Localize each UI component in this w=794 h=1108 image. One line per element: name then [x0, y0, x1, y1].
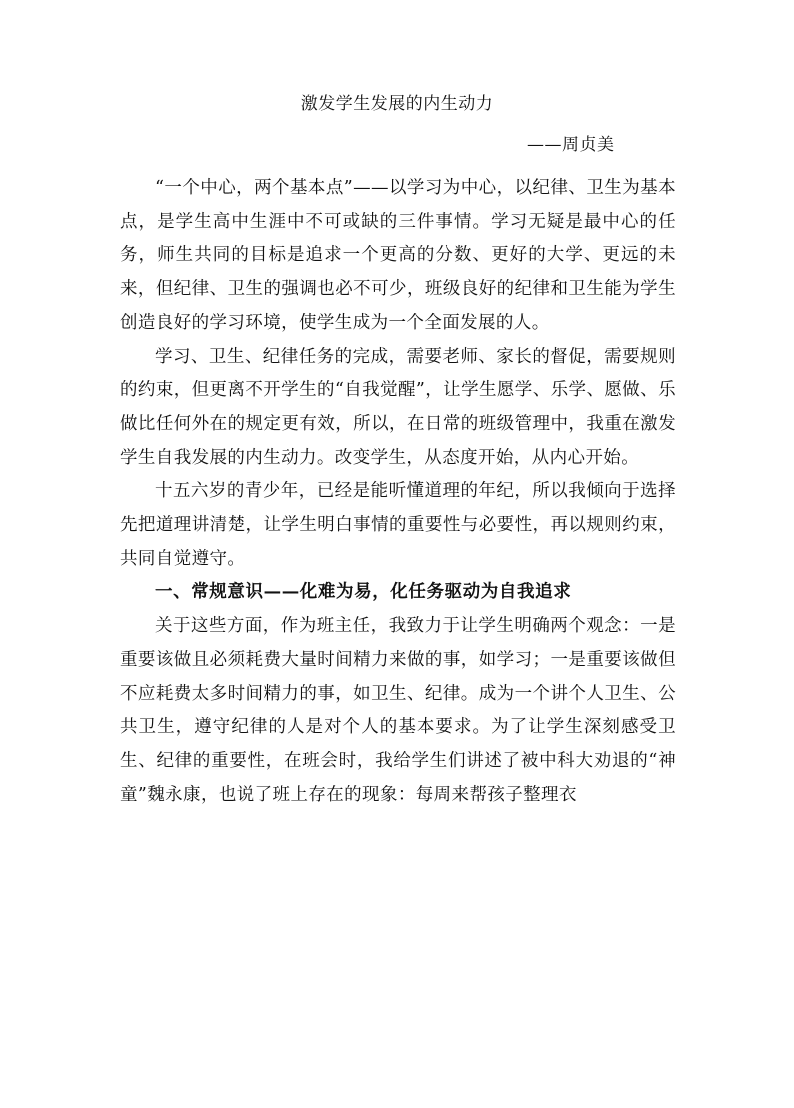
paragraph-self-awakening: 学习、卫生、纪律任务的完成，需要老师、家长的督促，需要规则的约束，但更离不开学生的“自我觉醒”，让学生愿学、乐学、愿做、乐做比任何外在的规定更有效，所以，在日常的班级管理中，我重在激发学生自我发展的内生动力。改变学生，从态度开始，从内心开始。	[120, 346, 676, 468]
document-title: 激发学生发展的内生动力	[300, 94, 494, 114]
document-body	[120, 172, 676, 812]
paragraph-reasoning: 十五六岁的青少年，已经是能听懂道理的年纪，所以我倾向于选择先把道理讲清楚，让学生明白事情的重要性与必要性，再以规则约束，共同自觉遵守。	[120, 481, 676, 569]
document-author: ——周贞美	[527, 135, 615, 155]
section-heading-1: 一、常规意识——化难为易，化任务驱动为自我追求	[155, 582, 572, 603]
paragraph-two-concepts: 关于这些方面，作为班主任，我致力于让学生明确两个观念：一是重要该做且必须耗费大量时间精力来做的事，如学习；一是重要该做但不应耗费太多时间精力的事，如卫生、纪律。成为一个讲个人卫生、公共卫生，遵守纪律的人是对个人的基本要求。为了让学生深刻感受卫生、纪律的重要性，在班会时，我给学生们讲述了被中科大劝退的“神童”魏永康，也说了班上存在的现象：每周来帮孩子整理衣	[120, 616, 676, 805]
paragraph-intro: “一个中心，两个基本点”——以学习为中心，以纪律、卫生为基本点，是学生高中生涯中不可或缺的三件事情。学习无疑是最中心的任务，师生共同的目标是追求一个更高的分数、更好的大学、更远的未来，但纪律、卫生的强调也必不可少，班级良好的纪律和卫生能为学生创造良好的学习环境，使学生成为一个全面发展的人。	[120, 178, 676, 333]
